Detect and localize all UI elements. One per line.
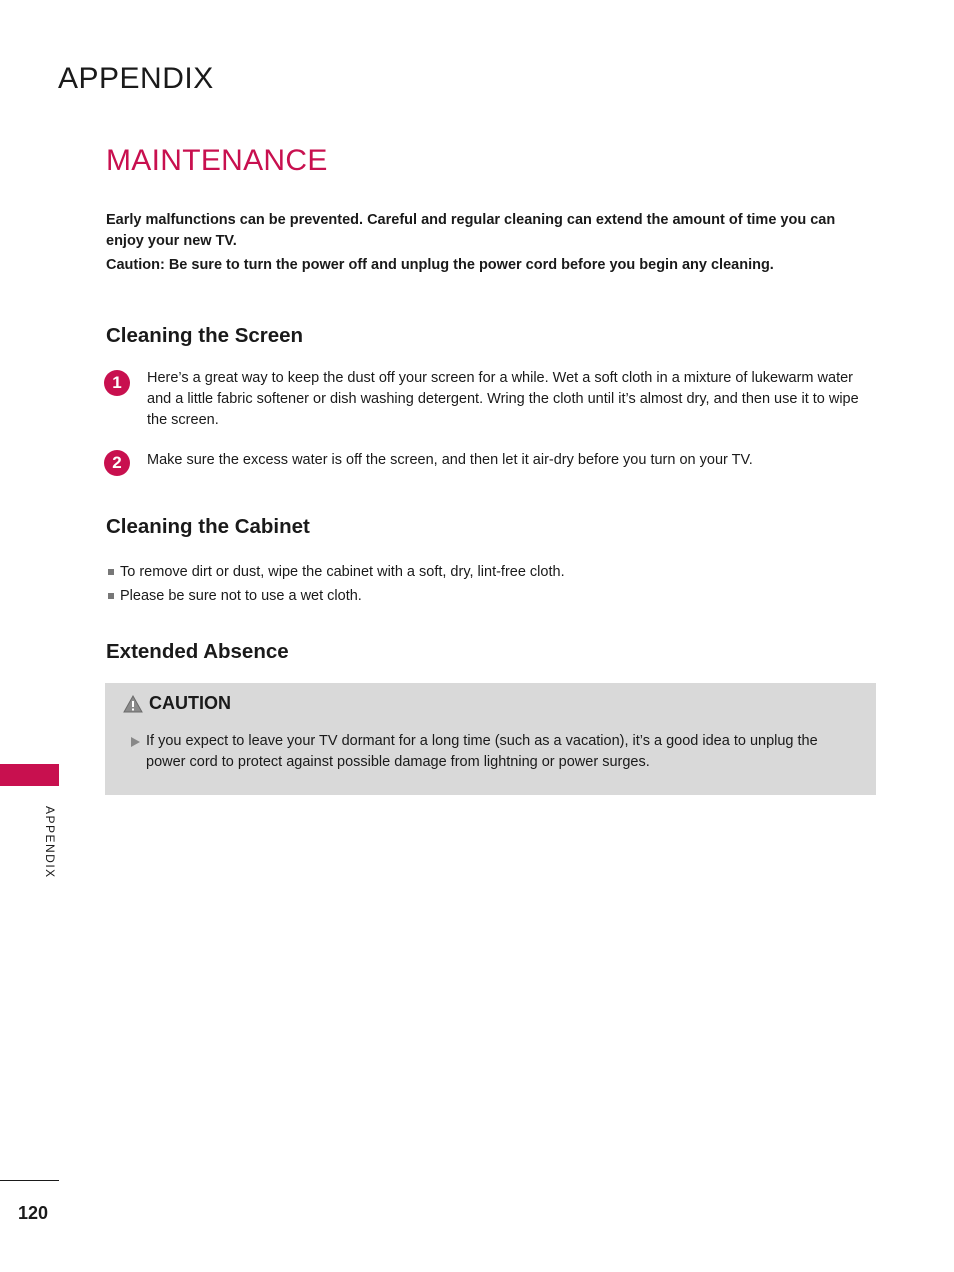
step-text: Here’s a great way to keep the dust off your screen for a while. Wet a soft cloth in a mixture of lukewarm water and a little fabric softener or dish washing detergent. Wring the cloth until it’s almost dry, and then use it to wipe the screen.	[147, 370, 859, 428]
side-section-label: APPENDIX	[43, 806, 57, 879]
step-text: Make sure the excess water is off the screen, and then let it air-dry before you turn on your TV.	[147, 452, 753, 468]
list-item	[108, 584, 868, 608]
arrow-right-icon	[131, 737, 140, 747]
cabinet-bullet-list	[108, 560, 868, 608]
section-header: APPENDIX	[58, 62, 214, 95]
step-number-badge: 2	[104, 450, 130, 476]
caution-label: CAUTION	[149, 693, 231, 713]
step-1	[104, 368, 864, 431]
caution-item	[131, 731, 843, 773]
step-number-badge: 1	[104, 370, 130, 396]
list-item-text: To remove dirt or dust, wipe the cabinet with a soft, dry, lint-free cloth.	[120, 564, 565, 580]
heading-cleaning-cabinet: Cleaning the Cabinet	[106, 515, 310, 538]
caution-text: If you expect to leave your TV dormant for a long time (such as a vacation), it’s a good idea to unplug the power cord to protect against possible damage from lightning or power surges.	[146, 733, 818, 770]
warning-triangle-icon	[123, 695, 143, 713]
footer-rule	[0, 1180, 59, 1181]
side-tab-marker	[0, 764, 59, 786]
heading-cleaning-screen: Cleaning the Screen	[106, 324, 304, 347]
caution-header	[123, 693, 231, 714]
intro-text	[106, 210, 866, 279]
page-number: 120	[18, 1203, 49, 1223]
list-item	[108, 560, 868, 584]
intro-caution: Caution: Be sure to turn the power off and unplug the power cord before you begin any cleaning.	[106, 257, 774, 273]
caution-box	[105, 683, 876, 795]
step-2	[104, 448, 864, 476]
square-bullet-icon	[108, 593, 114, 599]
page-title: MAINTENANCE	[106, 144, 328, 177]
heading-extended-absence: Extended Absence	[106, 640, 289, 663]
square-bullet-icon	[108, 569, 114, 575]
intro-paragraph: Early malfunctions can be prevented. Careful and regular cleaning can extend the amount of time you can enjoy your new TV.	[106, 212, 836, 249]
list-item-text: Please be sure not to use a wet cloth.	[120, 588, 362, 604]
